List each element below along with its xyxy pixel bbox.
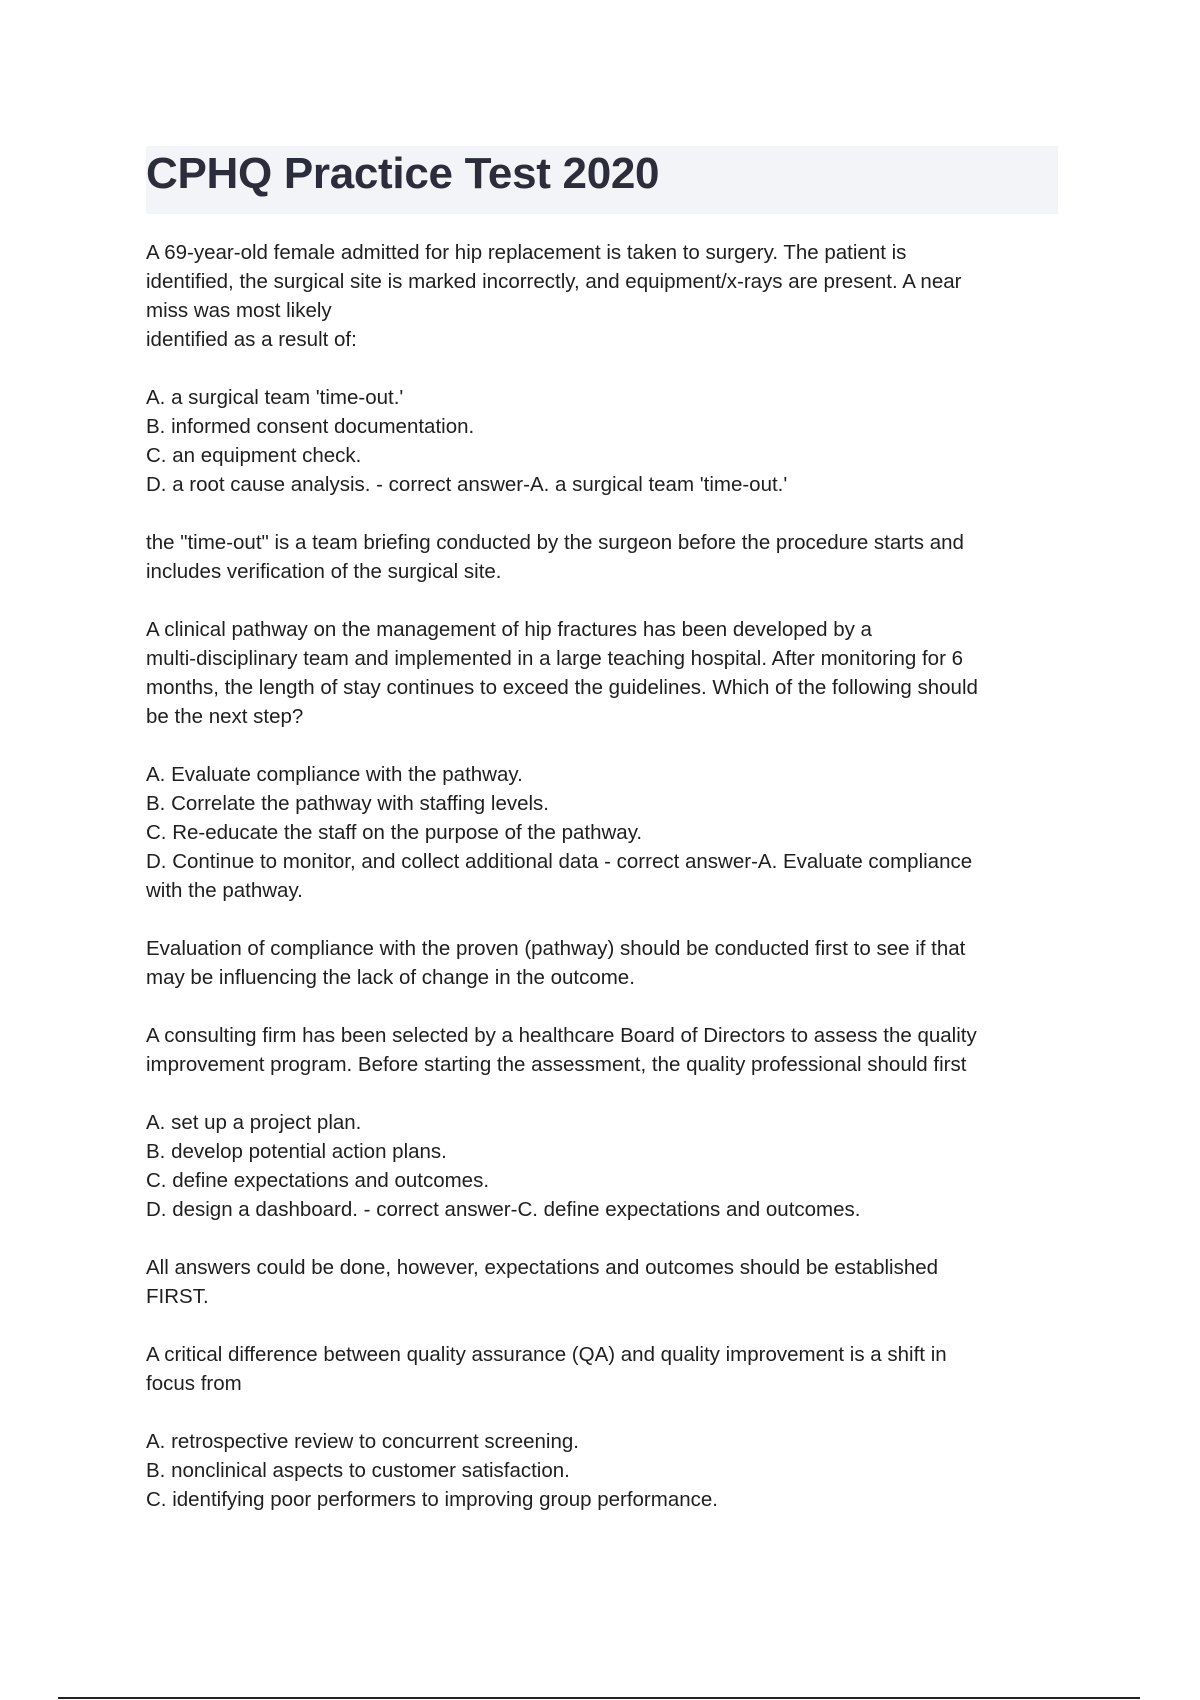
text-line: B. informed consent documentation. — [146, 415, 475, 438]
text-line: A. retrospective review to concurrent screening. — [146, 1430, 579, 1453]
text-line: focus from — [146, 1372, 242, 1395]
text-line: B. develop potential action plans. — [146, 1140, 447, 1163]
text-line: C. an equipment check. — [146, 444, 362, 467]
text-line: C. define expectations and outcomes. — [146, 1169, 490, 1192]
text-line: months, the length of stay continues to exceed the guidelines. Which of the following should — [146, 676, 978, 699]
text-line: improvement program. Before starting the assessment, the quality professional should first — [146, 1053, 967, 1076]
paragraph-q2-stem — [146, 615, 1058, 731]
paragraph-q2-explanation — [146, 934, 1058, 992]
paragraph-q1-explanation — [146, 528, 1058, 586]
text-line: FIRST. — [146, 1285, 209, 1308]
text-line: A. set up a project plan. — [146, 1111, 362, 1134]
text-line: D. design a dashboard. - correct answer-C. define expectations and outcomes. — [146, 1198, 861, 1221]
text-line: All answers could be done, however, expectations and outcomes should be established — [146, 1256, 939, 1279]
paragraph-q3-options — [146, 1108, 1058, 1224]
paragraph-q3-stem — [146, 1021, 1058, 1079]
text-line: identified, the surgical site is marked incorrectly, and equipment/x-rays are present. A near — [146, 270, 962, 293]
text-line: D. Continue to monitor, and collect additional data - correct answer-A. Evaluate compliance — [146, 850, 973, 873]
text-line: Evaluation of compliance with the proven (pathway) should be conducted first to see if that — [146, 937, 966, 960]
text-line: B. nonclinical aspects to customer satisfaction. — [146, 1459, 570, 1482]
text-line: may be influencing the lack of change in the outcome. — [146, 966, 635, 989]
text-line: with the pathway. — [146, 879, 303, 902]
paragraph-q2-options — [146, 760, 1058, 905]
text-line: the "time-out" is a team briefing conducted by the surgeon before the procedure starts and — [146, 531, 964, 554]
text-line: C. Re-educate the staff on the purpose of the pathway. — [146, 821, 643, 844]
text-line: D. a root cause analysis. - correct answer-A. a surgical team 'time-out.' — [146, 473, 788, 496]
paragraph-q4-options — [146, 1427, 1058, 1514]
text-line: identified as a result of: — [146, 328, 357, 351]
text-line: A 69-year-old female admitted for hip replacement is taken to surgery. The patient is — [146, 241, 907, 264]
text-line: includes verification of the surgical site. — [146, 560, 502, 583]
page-title: CPHQ Practice Test 2020 — [146, 149, 660, 198]
text-line: miss was most likely — [146, 299, 332, 322]
paragraph-q1-stem — [146, 238, 1058, 354]
text-line: A consulting firm has been selected by a healthcare Board of Directors to assess the quality — [146, 1024, 977, 1047]
text-line: be the next step? — [146, 705, 304, 728]
text-line: A. a surgical team 'time-out.' — [146, 386, 404, 409]
text-line: multi-disciplinary team and implemented in a large teaching hospital. After monitoring for 6 — [146, 647, 963, 670]
text-line: A clinical pathway on the management of hip fractures has been developed by a — [146, 618, 872, 641]
page-bottom-rule — [58, 1697, 1140, 1699]
text-line: A. Evaluate compliance with the pathway. — [146, 763, 523, 786]
paragraph-q3-explanation — [146, 1253, 1058, 1311]
text-line: C. identifying poor performers to improving group performance. — [146, 1488, 718, 1511]
text-line: B. Correlate the pathway with staffing levels. — [146, 792, 549, 815]
paragraph-q1-options — [146, 383, 1058, 499]
document-body — [146, 238, 1058, 1543]
paragraph-q4-stem — [146, 1340, 1058, 1398]
text-line: A critical difference between quality assurance (QA) and quality improvement is a shift in — [146, 1343, 947, 1366]
